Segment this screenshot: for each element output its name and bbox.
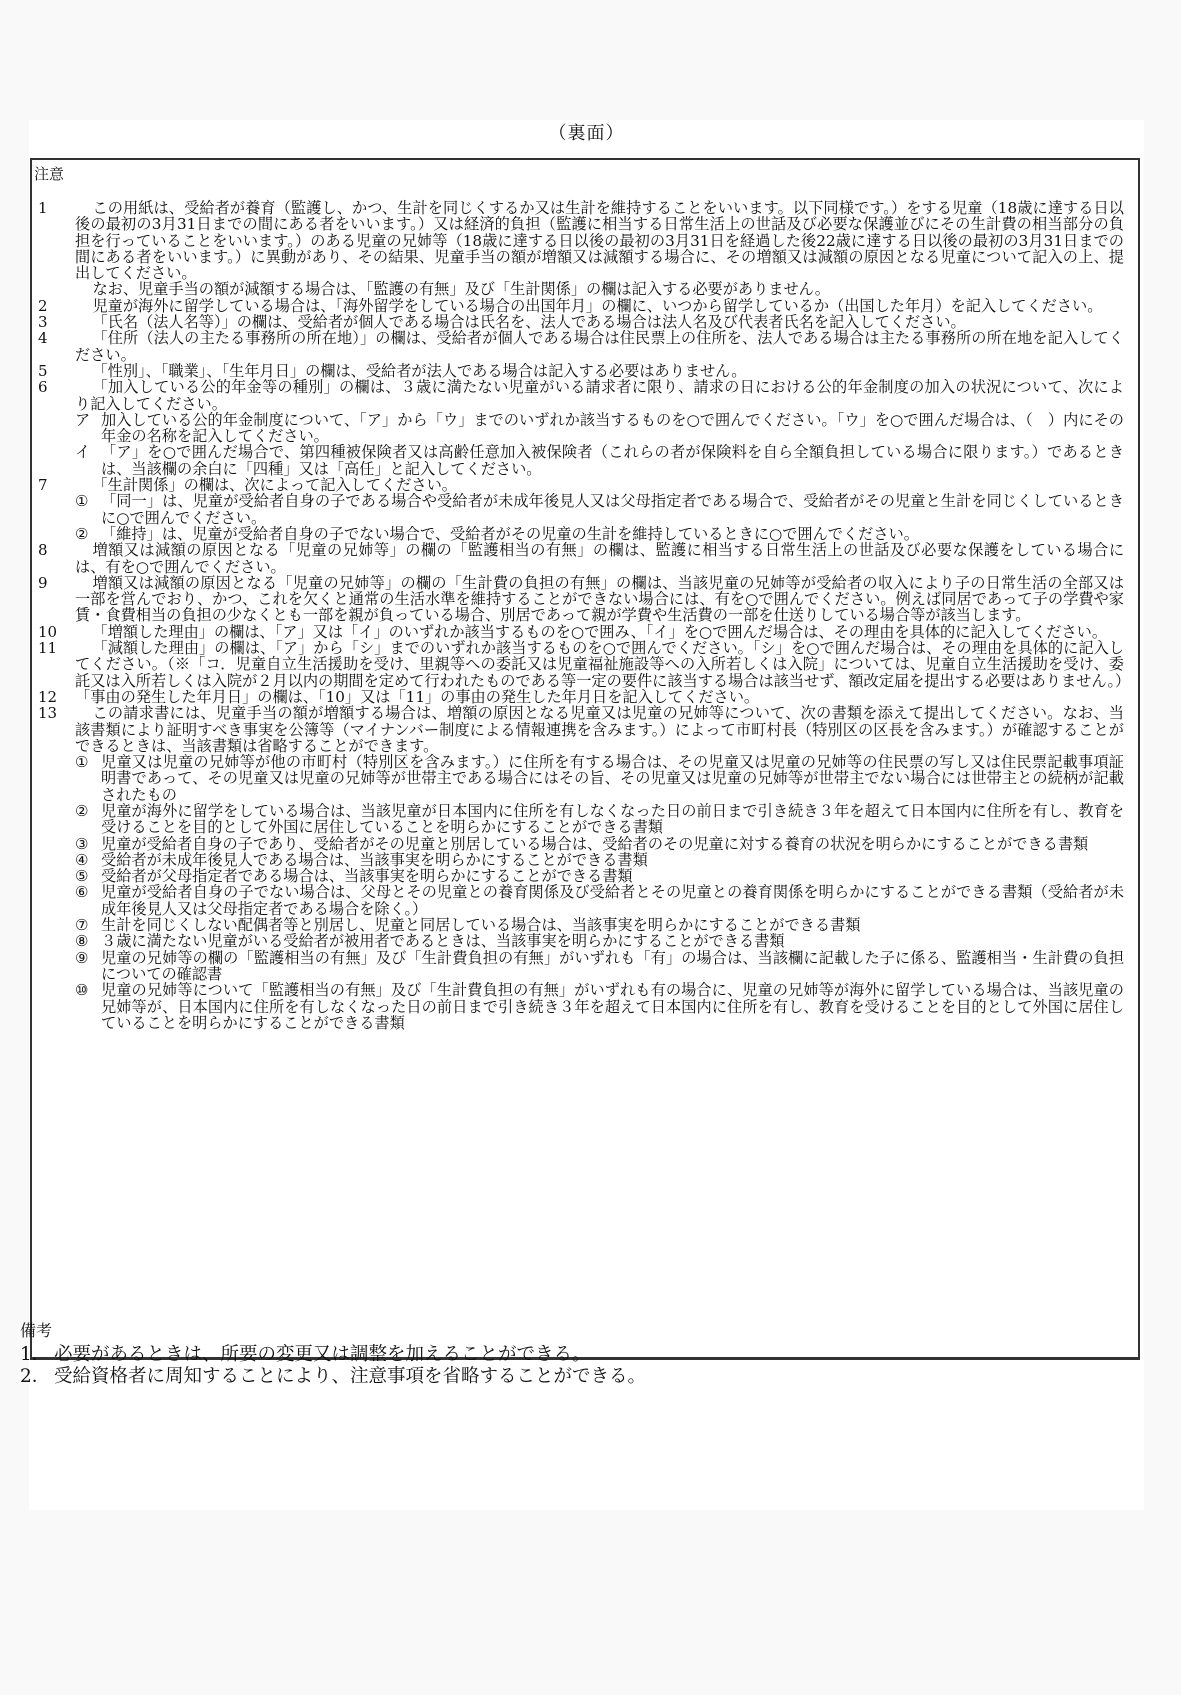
note-item <box>32 363 1124 379</box>
note-sub-item <box>75 526 1124 542</box>
note-text: 「事由の発生した年月日」の欄は、「10」又は「11」の事由の発生した年月日を記入してください。 <box>75 687 760 706</box>
remark-item <box>20 1344 646 1366</box>
note-text: この請求書には、児童手当の額が増額する場合は、増額の原因となる児童又は児童の兄姉等について、次の書類を添えて提出してください。なお、当該書類により証明すべき事実を公簿等（マイナンバー制度による情報連携を含みます。）によって市町村長（特別区の区長を含みます。）が確認することができるときは、当該書類は省略することができます。 <box>75 704 1124 755</box>
note-text: 「性別」、「職業」、「生年月日」の欄は、受給者が法人である場合は記入する必要はありません。 <box>92 361 747 380</box>
note-sub-item <box>75 884 1124 917</box>
note-item <box>32 542 1124 575</box>
note-number: 6 <box>38 378 48 397</box>
sub-text: 加入している公的年金制度について、「ア」から「ウ」までのいずれか該当するものを○で囲んでください。「ウ」を○で囲んだ場合は、（ ）内にその年金の名称を記入してください。 <box>101 410 1124 446</box>
note-text: 「増額した理由」の欄は、「ア」又は「イ」のいずれか該当するものを○で囲み、「イ」を○で囲んだ場合は、その理由を具体的に記入してください。 <box>92 622 1108 641</box>
note-text: 増額又は減額の原因となる「児童の兄姉等」の欄の「監護相当の有無」の欄は、監護に相当する日常生活上の世話及び必要な保護をしている場合には、有を○で囲んでください。 <box>75 541 1124 576</box>
remark-number: 2． <box>20 1366 51 1387</box>
note-number: 13 <box>38 704 58 723</box>
sub-text: 「同一」は、児童が受給者自身の子である場合や受給者が未成年後見人又は父母指定者である場合で、受給者がその児童と生計を同じくしているときに○で囲んでください。 <box>101 492 1124 527</box>
note-text: 「生計関係」の欄は、次によって記入してください。 <box>92 476 457 495</box>
sub-marker: ⑦ <box>75 916 89 935</box>
sub-text: 「維持」は、児童が受給者自身の子でない場合で、受給者がその児童の生計を維持しているときに○で囲んでください。 <box>101 524 919 543</box>
remarks-heading: 備考 <box>20 1321 53 1340</box>
note-text: 「氏名（法人名等）」の欄は、受給者が個人である場合は氏名を、法人である場合は法人名及び代表者氏名を記入してください。 <box>92 313 966 332</box>
note-number: 2 <box>38 296 48 315</box>
note-item <box>32 477 1124 542</box>
note-sub-item <box>75 444 1124 477</box>
note-sub-item <box>75 868 1124 884</box>
note-sub-item <box>75 933 1124 949</box>
note-number: 3 <box>38 313 48 332</box>
sub-marker: ③ <box>75 834 89 853</box>
note-text: 「減額した理由」の欄は、「ア」から「シ」までのいずれか該当するものを○で囲んでください。「シ」を○で囲んだ場合は、その理由を具体的に記入してください。（※「コ．児童自立生活援助を受け、里親等への委託又は児童福祉施設等への入所若しくは入院」については、児童自立生活援助を受け、委託又は入所若しくは入院が２月以内の期間を定めて行われたものである等一定の要件に該当する場合は該当せず、額改定届を提出する必要はありません。） <box>75 639 1131 690</box>
note-item <box>32 314 1124 330</box>
sub-text: 受給者が父母指定者である場合は、当該事実を明らかにすることができる書類 <box>101 867 633 886</box>
note-item <box>32 689 1124 705</box>
sub-marker: ④ <box>75 850 89 869</box>
remark-item <box>20 1366 646 1388</box>
note-sub-item <box>75 917 1124 933</box>
sub-marker: ア <box>75 410 91 429</box>
note-number: 5 <box>38 361 48 380</box>
note-number: 8 <box>38 541 48 560</box>
sub-marker: ② <box>75 801 89 820</box>
note-number: 12 <box>38 687 58 706</box>
note-item <box>32 379 1124 477</box>
note-sub-item <box>75 950 1124 983</box>
note-number: 1 <box>38 199 48 217</box>
note-text: 「住所（法人の主たる事務所の所在地）」の欄は、受給者が個人である場合は住民票上の住所を、法人である場合は主たる事務所の所在地を記入してください。 <box>75 329 1124 364</box>
note-text: 児童が海外に留学している場合は、「海外留学をしている場合の出国年月」の欄に、いつから留学しているか（出国した年月）を記入してください。 <box>92 296 1103 315</box>
sub-text: 児童又は児童の兄姉等が他の市町村（特別区を含みます。）に住所を有する場合は、その児童又は児童の兄姉等の住民票の写し又は住民票記載事項証明書であって、その児童又は児童の兄姉等が世帯主である場合にはその旨、その児童又は児童の兄姉等が世帯主でない場合には世帯主との続柄が記載されたもの <box>101 753 1124 804</box>
sub-text: 児童の兄姉等について「監護相当の有無」及び「生計費負担の有無」がいずれも有の場合に、児童の兄姉等が海外に留学している場合は、当該児童の兄姉等が、日本国内に住所を有しなくなった日の前日まで引き続き３年を超えて日本国内に住所を有し、教育を受けることを目的として外国に居住していることを明らかにすることができる書類 <box>101 981 1125 1032</box>
sub-marker: ⑨ <box>75 948 89 967</box>
note-number: 4 <box>38 329 48 348</box>
note-sub-item <box>75 754 1124 803</box>
sub-marker: ① <box>75 492 89 511</box>
sub-marker: ⑥ <box>75 883 89 902</box>
note-sub-item <box>75 982 1124 1031</box>
sub-marker: ② <box>75 524 89 543</box>
note-sub-item <box>75 836 1124 852</box>
sub-text: 生計を同じくしない配偶者等と別居し、児童と同居している場合は、当該事実を明らかにすることができる書類 <box>101 916 861 935</box>
note-text: この用紙は、受給者が養育（監護し、かつ、生計を同じくするか又は生計を維持することをいいます。以下同様です。）をする児童（18歳に達する日以後の最初の3月31日までの間にある者をいいます。）又は経済的負担（監護に相当する日常生活上の世話及び必要な保護並びにその生計費の相当部分の負担を行っていることをいいます。）のある児童の兄姉等（18歳に達する日以後の最初の3月31日を経過した後22歳に達する日以後の最初の3月31日までの間にある者をいいます。）に異動があり、その結果、児童手当の額が増額又は減額する場合に、その増額又は減額の原因となる児童について記入の上、提出してください。 <box>75 199 1124 283</box>
note-sub-item <box>75 493 1124 526</box>
sub-text: 児童が海外に留学をしている場合は、当該児童が日本国内に住所を有しなくなった日の前日まで引き続き３年を超えて日本国内に住所を有し、教育を受けることを目的として外国に居住していることを明らかにすることができる書類 <box>101 801 1125 837</box>
note-item <box>32 330 1124 363</box>
note-sub-item <box>75 852 1124 868</box>
note-item <box>32 624 1124 640</box>
remark-number: 1． <box>20 1344 51 1365</box>
note-item <box>32 200 1124 298</box>
notes-box <box>30 158 1140 1360</box>
remarks-section <box>20 1320 646 1388</box>
sub-marker: ⑧ <box>75 932 89 951</box>
document-sheet <box>29 120 1144 1510</box>
note-text: 「加入している公的年金等の種別」の欄は、３歳に満たない児童がいる請求者に限り、請求の日における公的年金制度の加入の状況について、次により記入してください。 <box>75 378 1124 413</box>
note-item <box>32 298 1124 314</box>
sub-text: 受給者が未成年後見人である場合は、当該事実を明らかにすることができる書類 <box>101 850 648 869</box>
remark-text: 必要があるときは、所要の変更又は調整を加えることができる。 <box>54 1344 591 1365</box>
notes-heading: 注意 <box>34 165 65 183</box>
note-item <box>32 639 1131 690</box>
note-number: 11 <box>38 639 58 658</box>
sub-marker: ⑤ <box>75 867 89 886</box>
note-sub-item <box>75 803 1124 836</box>
note-item <box>32 705 1124 1031</box>
page-title: （裏面） <box>548 123 625 144</box>
note-text: 増額又は減額の原因となる「児童の兄姉等」の欄の「生計費の負担の有無」の欄は、当該児童の兄姉等が受給者の収入により子の日常生活の全部又は一部を営んでおり、かつ、これを欠くと通常の生活水準を維持することができない場合には、有を○で囲んでください。例えば同居であって子の学費や家賃・食費相当の負担の少なくとも一部を親が負っている場合、別居であって親が学費や生活費の一部を仕送りしている場合等が該当します。 <box>75 573 1125 625</box>
note-number: 7 <box>38 476 48 495</box>
sub-marker: ① <box>75 753 89 772</box>
note-item <box>32 575 1124 624</box>
remark-text: 受給資格者に周知することにより、注意事項を省略することができる。 <box>54 1366 647 1387</box>
sub-marker: ⑩ <box>75 981 89 1000</box>
sub-marker: イ <box>75 443 91 462</box>
note-sub-item <box>75 412 1124 445</box>
sub-text: 児童が受給者自身の子でない場合は、父母とその児童との養育関係及び受給者とその児童との養育関係を明らかにすることができる書類（受給者が未成年後見人又は父母指定者である場合を除く。） <box>101 883 1124 918</box>
sub-text: ３歳に満たない児童がいる受給者が被用者であるときは、当該事実を明らかにすることができる書類 <box>101 932 785 951</box>
note-number: 10 <box>38 622 58 641</box>
notes-list <box>32 199 1131 1032</box>
note-number: 9 <box>38 573 48 592</box>
sub-text: 児童の兄姉等の欄の「監護相当の有無」及び「生計費負担の有無」がいずれも「有」の場合は、当該欄に記載した子に係る、監護相当・生計費の負担についての確認書 <box>101 948 1125 983</box>
sub-text: 「ア」を○で囲んだ場合で、第四種被保険者又は高齢任意加入被保険者（これらの者が保険料を自ら全額負担している場合に限ります。）であるときは、当該欄の余白に「四種」又は「高任」と記入してください。 <box>101 443 1124 478</box>
note-extra-text: なお、児童手当の額が減額する場合は、「監護の有無」及び「生計関係」の欄は記入する必要がありません。 <box>92 280 830 299</box>
sub-text: 児童が受給者自身の子であり、受給者がその児童と別居している場合は、受給者のその児童に対する養育の状況を明らかにすることができる書類 <box>101 834 1089 853</box>
